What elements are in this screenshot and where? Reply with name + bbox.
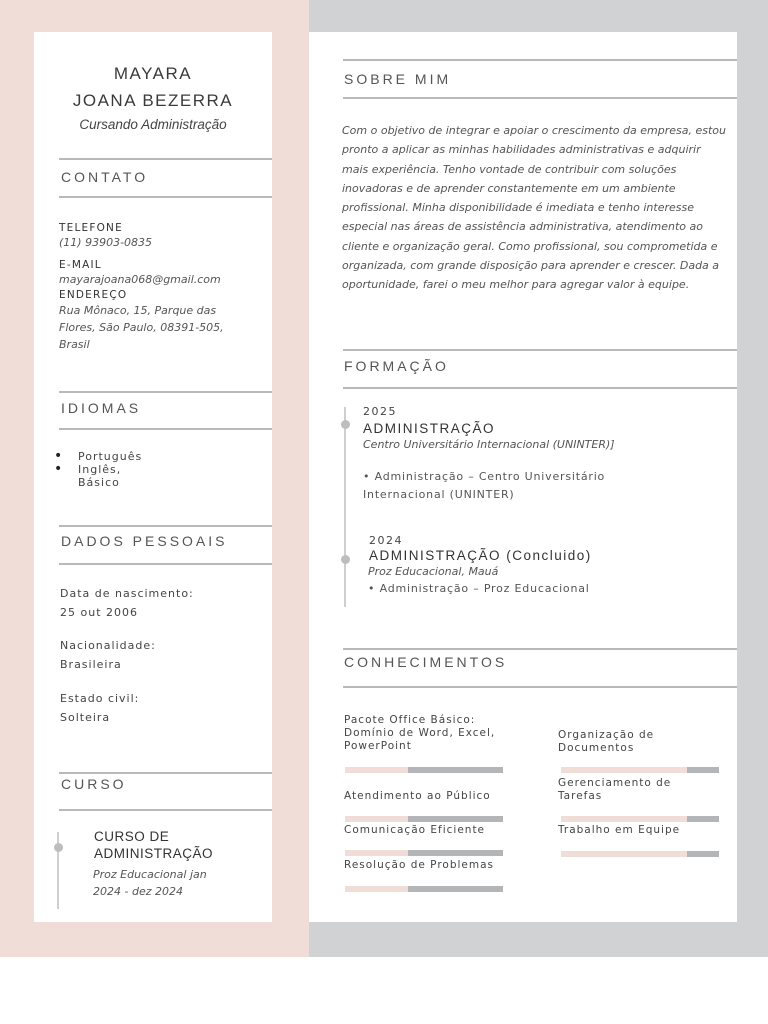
list-item: • Português — [60, 450, 180, 463]
nationality-label: Nacionalidade: — [60, 639, 156, 652]
marital-label: Estado civil: — [60, 692, 140, 705]
email-value[interactable]: mayarajoana068@gmail.com — [59, 273, 221, 286]
main-card — [309, 32, 737, 922]
course-title: CURSO — [61, 776, 127, 792]
skill-bar — [345, 850, 503, 856]
divider — [343, 387, 737, 389]
divider — [343, 648, 737, 650]
email-label: E-MAIL — [59, 259, 102, 271]
education-note: • Administração – Proz Educacional — [368, 582, 590, 595]
divider — [59, 525, 272, 527]
skills-title: CONHECIMENTOS — [344, 654, 508, 670]
skill-label: Resolução de Problemas — [344, 859, 495, 871]
skill-label: Comunicação Eficiente — [344, 824, 486, 836]
divider — [343, 686, 737, 688]
personal-title: DADOS PESSOAIS — [61, 533, 228, 549]
phone-label: TELEFONE — [59, 222, 123, 234]
timeline-line — [344, 407, 346, 607]
skill-bar — [345, 767, 503, 773]
address-value: Rua Mônaco, 15, Parque das Flores, São Paulo, 08391-505, Brasil — [59, 304, 224, 351]
skill-bar — [345, 886, 503, 892]
education-institution: Centro Universitário Internacional (UNINTER)] — [363, 438, 615, 451]
name-first: MAYARA — [113, 64, 193, 83]
skill-bar — [561, 767, 719, 773]
timeline-dot — [54, 843, 63, 852]
skill-label: Trabalho em Equipe — [558, 824, 681, 836]
languages-list — [60, 450, 180, 489]
marital-value: Solteira — [60, 711, 111, 724]
phone-value: (11) 93903-0835 — [59, 236, 153, 249]
birth-label: Data de nascimento: — [60, 587, 194, 600]
nationality-value: Brasileira — [60, 658, 122, 671]
skill-label: Atendimento ao Público — [344, 790, 491, 802]
address-label: ENDEREÇO — [59, 289, 128, 301]
about-title: SOBRE MIM — [344, 71, 452, 87]
divider — [343, 349, 737, 351]
divider — [59, 158, 272, 160]
education-title: FORMAÇÃO — [344, 358, 449, 374]
education-year: 2024 — [369, 534, 403, 547]
subtitle: Cursando Administração — [79, 117, 227, 132]
education-institution: Proz Educacional, Mauá — [368, 565, 499, 578]
skill-bar — [345, 816, 503, 822]
course-name: CURSO DE ADMINISTRAÇÃO — [94, 829, 214, 861]
timeline-dot — [341, 420, 350, 429]
skill-bar — [561, 851, 719, 857]
skill-label: Pacote Office Básico: Domínio de Word, Excel, PowerPoint — [344, 714, 496, 752]
skill-label: Organização de Documentos — [558, 729, 655, 754]
languages-title: IDIOMAS — [61, 400, 142, 416]
divider — [343, 59, 737, 61]
about-text: Com o objetivo de integrar e apoiar o crescimento da empresa, estou pronto a aplicar as minhas habilidades administrativas e adquirir mais experiência. Tenho vontade de contribuir com soluções inovadoras e de aprender constantemente em um ambiente profissional. Minha disponibilidade é imediata e tenho interesse especial nas áreas de assistência administrativa, atendimento ao cliente e organização geral. Como profissional, sou comprometida e organizada, com grande disposição para aprender e crescer. Dada a oportunidade, farei o meu melhor para agregar valor à equipe. — [342, 124, 726, 292]
divider — [59, 563, 272, 565]
name-last: JOANA BEZERRA — [72, 91, 234, 110]
education-degree: ADMINISTRAÇÃO (Concluido) — [369, 548, 592, 563]
divider — [59, 772, 272, 774]
course-detail: Proz Educacional jan 2024 - dez 2024 — [93, 868, 207, 898]
timeline-dot — [341, 555, 350, 564]
divider — [59, 428, 272, 430]
skill-label: Gerenciamento de Tarefas — [558, 777, 672, 802]
list-item: • Inglês, Básico — [60, 463, 130, 489]
divider — [59, 196, 272, 198]
education-note: • Administração – Centro Universitário Internacional (UNINTER) — [363, 470, 606, 501]
skill-bar — [561, 816, 719, 822]
education-degree: ADMINISTRAÇÃO — [363, 421, 496, 436]
sidebar-card — [34, 32, 272, 922]
divider — [59, 809, 272, 811]
contact-title: CONTATO — [61, 169, 149, 185]
education-year: 2025 — [363, 405, 397, 418]
divider — [343, 97, 737, 99]
birth-value: 25 out 2006 — [60, 606, 138, 619]
divider — [59, 391, 272, 393]
